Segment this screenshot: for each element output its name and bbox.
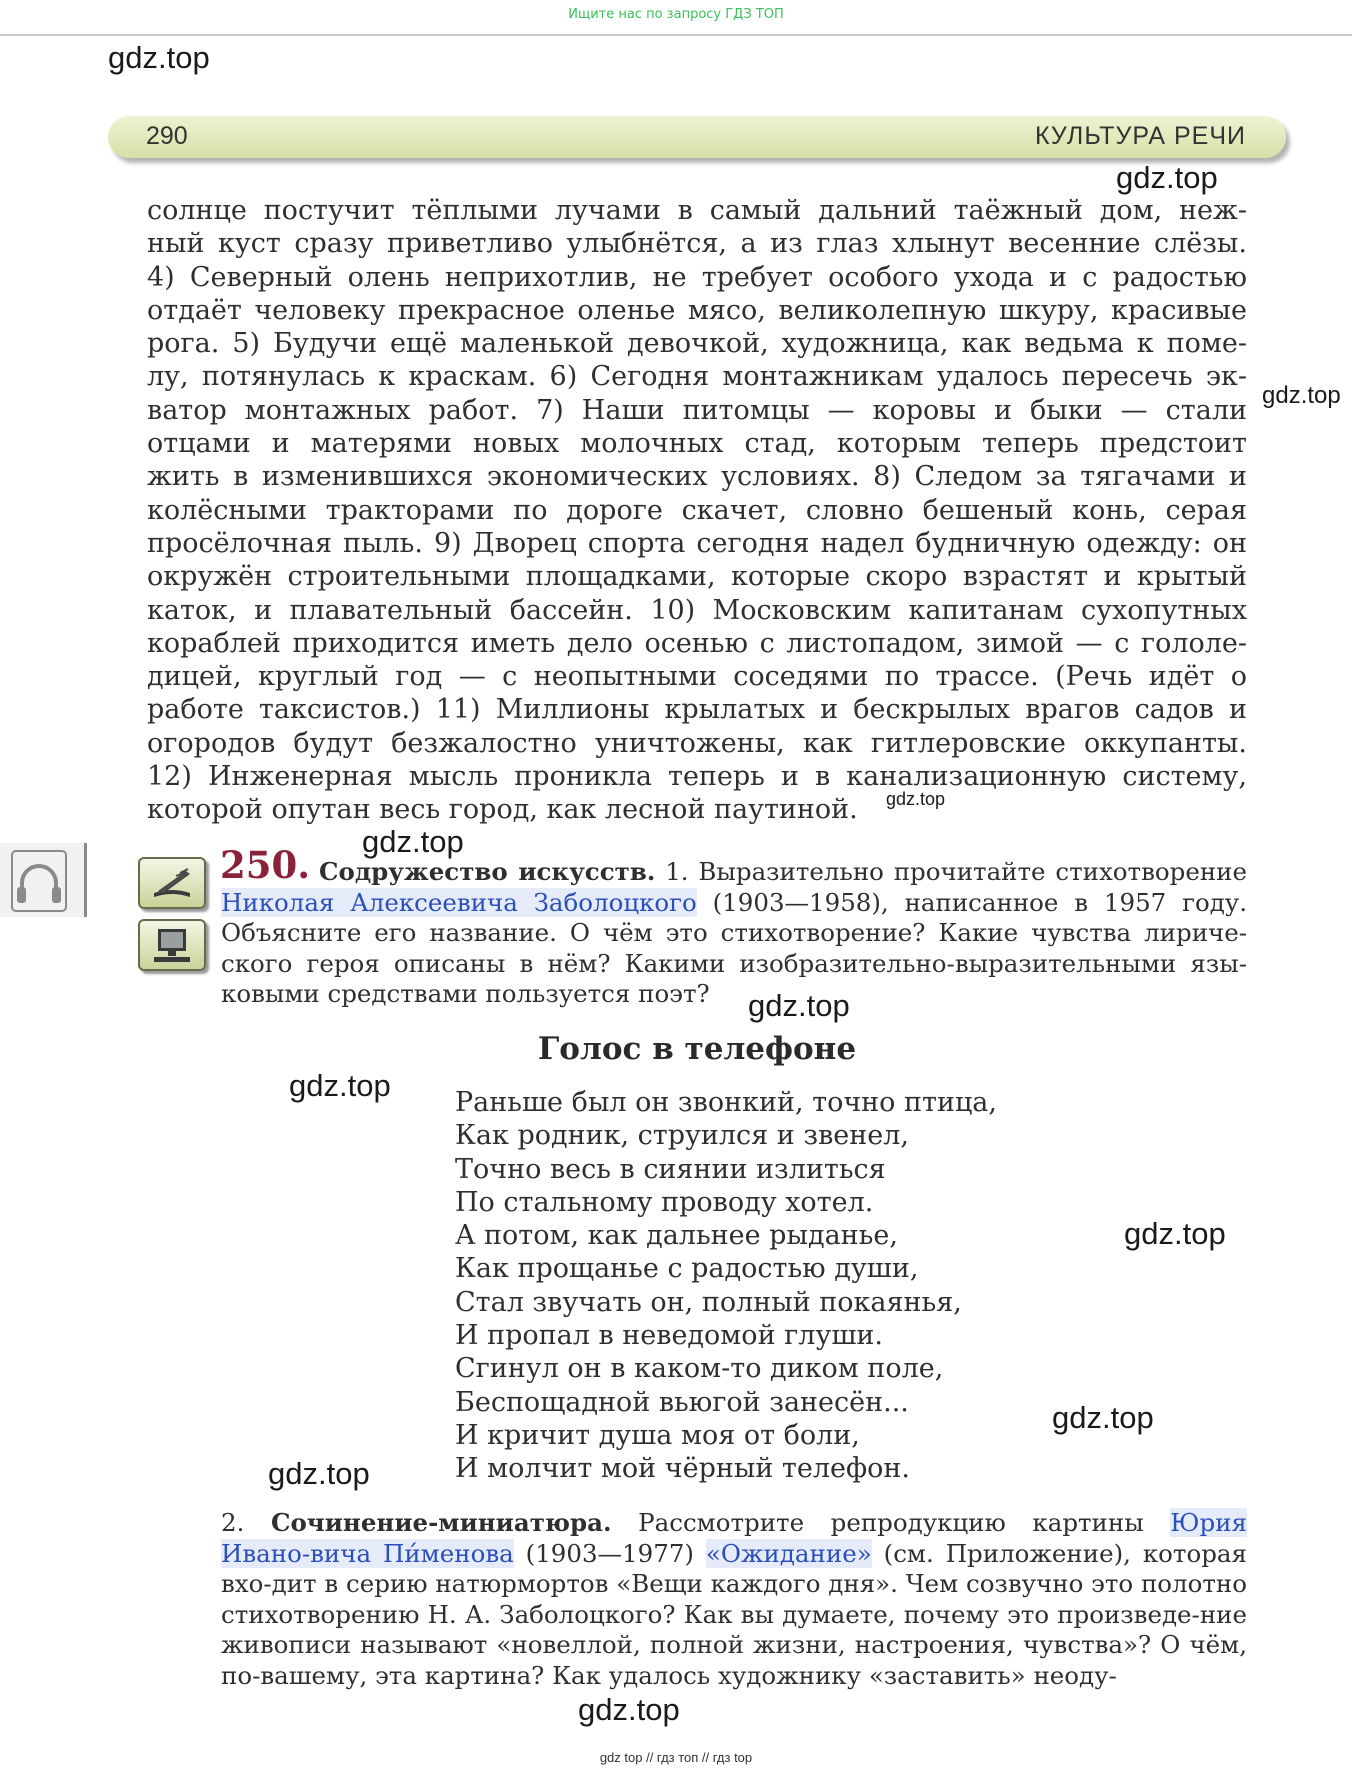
part-text: Рассмотрите репродукцию картины	[611, 1508, 1171, 1537]
poem-line: И кричит душа моя от боли,	[455, 1419, 860, 1451]
poem-line: И молчит мой чёрный телефон.	[455, 1453, 910, 1485]
page-number: 290	[146, 122, 188, 150]
exercise-heading: Содружество искусств.	[319, 857, 656, 886]
exercise-number: 250.	[220, 843, 311, 887]
exercise-250-part-2	[221, 1508, 1247, 1692]
part-text: (см. Приложение), которая вхо-дит в серию натюрмортов «Вещи каждого дня». Чем созвучно это полотно стихотворению Н. А. Заболоцкого? Как вы думаете, почему это произведе-ние живописи называют «новеллой, полной жизни, настроения, чувства»? О чём, по-вашему, эта картина? Как удалось художнику «заставить» неоду-	[221, 1538, 1247, 1690]
watermark: gdz.top	[1116, 160, 1218, 195]
text-line: кораблей приходится иметь дело осенью с листопадом, зимой — с гололе-	[147, 627, 1247, 659]
poem-line: По стальному проводу хотел.	[455, 1186, 874, 1218]
watermark: gdz.top	[289, 1068, 391, 1103]
text-line: рога. 5) Будучи ещё маленькой девочкой, художница, как ведьма к поме-	[147, 328, 1247, 360]
watermark: gdz.top	[108, 40, 210, 75]
exercise-text: (1903—1958), написанное в 1957 году. Объясните его название. О чём это стихотворение? Какие чувства лириче-ского героя описаны в нём? Какими изобразительно-выразительными язы-ковыми средствами пользуется поэт?	[221, 887, 1247, 1009]
poem-line: И пропал в неведомой глуши.	[455, 1320, 884, 1352]
text-line: жить в изменившихся экономических условиях. 8) Следом за тягачами и	[147, 461, 1247, 493]
poem-line: А потом, как дальнее рыданье,	[455, 1220, 898, 1252]
exercise-text	[147, 194, 1247, 827]
text-line: просёлочная пыль. 9) Дворец спорта сегодня надел будничную одежду: он	[147, 527, 1247, 559]
poem-line: Раньше был он звонкий, точно птица,	[455, 1087, 997, 1118]
painting-link[interactable]: «Ожидание»	[705, 1538, 872, 1568]
text-line: ватор монтажных работ. 7) Наши питомцы — коровы и быки — стали	[147, 394, 1247, 426]
text-line: каток, и плавательный бассейн. 10) Московским капитанам сухопутных	[147, 594, 1247, 626]
poem-line: Стал звучать он, полный покаянья,	[455, 1286, 962, 1318]
author-link[interactable]: Николая Алексеевича Заболоцкого	[221, 887, 697, 917]
painter-link[interactable]: Юрия Ивано-вича Пи́менова	[221, 1508, 1247, 1568]
section-title: КУЛЬТУРА РЕЧИ	[1035, 122, 1246, 150]
poem-line: Как родник, струился и звенел,	[455, 1120, 909, 1152]
watermark: gdz.top	[268, 1456, 370, 1491]
text-line: огородов будут безжалостно уничтожены, как гитлеровские оккупанты.	[147, 727, 1247, 759]
ad-banner-text[interactable]: Ищите нас по запросу ГДЗ ТОП	[568, 7, 784, 22]
watermark: gdz.top	[748, 988, 850, 1023]
headphones-icon	[0, 843, 84, 917]
text-line: окружён строительными площадками, которые скоро взрастят и крытый	[147, 561, 1247, 593]
text-line: отдаёт человеку прекрасное оленье мясо, великолепную шкуру, красивые	[147, 294, 1247, 326]
watermark: gdz.top	[578, 1692, 680, 1727]
exercise-250	[221, 857, 1247, 1010]
part-text: (1903—1977)	[513, 1538, 706, 1568]
watermark: gdz.top	[1262, 382, 1341, 409]
poem-line: Беспощадной вьюгой занесён...	[455, 1386, 909, 1418]
text-line: 12) Инженерная мысль проникла теперь и в канализационную систему,	[147, 761, 1247, 793]
watermark: gdz.top	[886, 789, 946, 809]
part-number: 2.	[221, 1508, 245, 1537]
poem-line: Точно весь в сиянии излиться	[455, 1153, 886, 1185]
ad-banner	[0, 0, 1352, 36]
text-line: ный куст сразу приветливо улыбнётся, а из глаз хлынут весенние слёзы.	[147, 228, 1247, 260]
text-line: отцами и матерями новых молочных стад, которым теперь предстоит	[147, 428, 1247, 460]
writing-icon	[138, 857, 206, 909]
part-heading: Сочинение-миниатюра.	[270, 1508, 612, 1537]
text-line: работе таксистов.) 11) Миллионы крылатых и бескрылых врагов садов и	[147, 694, 1247, 726]
text-line: дицей, круглый год — с неопытными соседями по трассе. (Речь идёт о	[147, 661, 1247, 693]
poem-title: Голос в телефоне	[537, 1031, 857, 1067]
text-line: солнце постучит тёплыми лучами в самый дальний таёжный дом, неж-	[147, 195, 1247, 226]
watermark: gdz.top	[1124, 1216, 1226, 1251]
footer-links[interactable]: gdz top // гдз топ // гдз top	[599, 1750, 753, 1765]
audio-tab[interactable]	[0, 843, 87, 917]
computer-icon	[138, 919, 206, 971]
exercise-text: 1. Выразительно прочитайте стихотворение	[655, 857, 1247, 886]
text-line: лу, потянулась к краскам. 6) Сегодня монтажникам удалось пересечь эк-	[147, 361, 1247, 393]
watermark: gdz.top	[362, 824, 464, 859]
text-line: колёсными тракторами по дороге скачет, словно бешеный конь, серая	[147, 494, 1247, 526]
poem-line: Сгинул он в каком-то диком поле,	[455, 1353, 944, 1385]
watermark: gdz.top	[1052, 1400, 1154, 1435]
poem	[455, 1086, 997, 1486]
poem-line: Как прощанье с радостью души,	[455, 1253, 919, 1285]
text-line: которой опутан весь город, как лесной паутиной.	[147, 794, 858, 826]
text-line: 4) Северный олень неприхотлив, не требует особого ухода и с радостью	[147, 261, 1247, 293]
